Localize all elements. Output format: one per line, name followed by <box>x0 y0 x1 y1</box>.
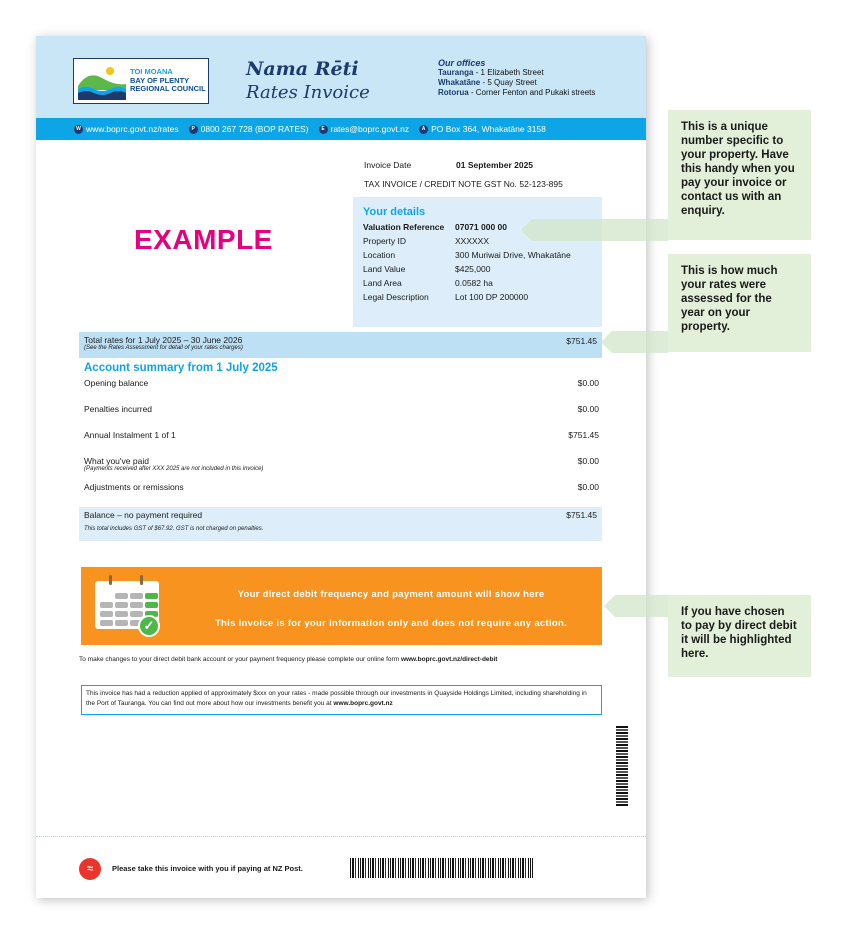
contact-website[interactable]: W www.boprc.govt.nz/rates <box>74 124 179 134</box>
office-whakatane: Whakatāne - 5 Quay Street <box>438 78 537 87</box>
callout-valuation-reference: This is a unique number specific to your property. Have this handy when you pay your invoice or contact us with an enquiry. <box>668 110 811 240</box>
direct-debit-banner <box>81 567 602 645</box>
contact-phone[interactable]: P 0800 267 728 (BOP RATES) <box>189 124 309 134</box>
phone-icon: P <box>189 125 198 134</box>
detail-valuation-reference: Valuation Reference 07071 000 00 <box>363 222 507 232</box>
total-rates-amount: $751.45 <box>566 336 597 346</box>
your-details-panel <box>353 197 602 327</box>
contact-address: A PO Box 364, Whakatāne 3158 <box>419 124 546 134</box>
callout-arrow-direct-debit <box>615 595 668 617</box>
invoice-header <box>36 36 646 118</box>
balance-row: Balance – no payment required This total includes GST of $67.92. GST is not charged on penalties. $751.45 <box>79 507 602 541</box>
contact-bar <box>36 118 646 140</box>
summary-row-adjustments: Adjustments or remissions $0.00 <box>84 482 599 492</box>
summary-row-annual-instalment: Annual Instalment 1 of 1 $751.45 <box>84 430 599 440</box>
nz-post-note: Please take this invoice with you if paying at NZ Post. <box>112 864 303 873</box>
direct-debit-line2: This invoice is for your information only and does not require any action. <box>214 618 568 629</box>
total-rates-row: Total rates for 1 July 2025 – 30 June 2026 (See the Rates Assessment for detail of your rates charges) $751.45 <box>79 332 602 358</box>
offices-list: Our offices Tauranga - 1 Elizabeth Street Whakatāne - 5 Quay Street Rotorua - Corner Fenton and Pukaki streets <box>438 58 596 97</box>
office-rotorua: Rotorua - Corner Fenton and Pukaki streets <box>438 88 596 97</box>
address-icon: A <box>419 125 428 134</box>
direct-debit-line1: Your direct debit frequency and payment amount will show here <box>237 589 545 600</box>
office-tauranga: Tauranga - 1 Elizabeth Street <box>438 68 544 77</box>
boprc-link[interactable]: www.boprc.govt.nz <box>333 700 393 707</box>
summary-row-penalties: Penalties incurred $0.00 <box>84 404 599 414</box>
direct-debit-link[interactable]: www.boprc.govt.nz/direct-debit <box>400 656 498 663</box>
callout-direct-debit: If you have chosen to pay by direct debit it will be highlighted here. <box>668 595 811 677</box>
example-watermark: EXAMPLE <box>134 224 273 255</box>
reduction-notice: This invoice has had a reduction applied of approximately $xxx on your rates - made possible through our investments in Quayside Holdings Limited, including shareholding in the Port of Tauranga. You can find out more about how our investments benefit you at www.boprc.govt.nz <box>81 685 602 715</box>
check-icon: ✓ <box>138 615 160 637</box>
detail-land-area: Land Area 0.0582 ha <box>363 278 493 288</box>
landscape-logo-icon <box>78 62 126 100</box>
logo-wordmark: TOI MOANA BAY OF PLENTY REGIONAL COUNCIL <box>130 67 206 94</box>
summary-row-paid: What you've paid (Payments received after XXX 2025 are not included in this invoice) $0.00 <box>84 456 599 472</box>
payment-barcode <box>350 858 533 878</box>
rates-invoice-page <box>36 36 646 898</box>
council-logo <box>73 58 209 104</box>
callout-arrow-valuation <box>532 219 668 241</box>
title-english: Rates Invoice <box>246 82 370 103</box>
account-summary-heading: Account summary from 1 July 2025 <box>84 362 278 374</box>
tax-invoice-line: TAX INVOICE / CREDIT NOTE GST No. 52-123-895 <box>364 179 563 189</box>
callout-total-rates: This is how much your rates were assessed for the year on your property. <box>668 254 811 352</box>
direct-debit-change-note: To make changes to your direct debit bank account or your payment frequency please complete our online form www.boprc.govt.nz/direct-debit <box>79 656 498 663</box>
title-maori: Nama Rēti <box>246 58 359 80</box>
tear-off-line <box>36 836 646 837</box>
nz-post-logo-icon: ≈ <box>79 858 101 880</box>
vertical-barcode <box>616 726 628 806</box>
detail-legal-description: Legal Description Lot 100 DP 200000 <box>363 292 529 302</box>
summary-row-opening-balance: Opening balance $0.00 <box>84 378 599 388</box>
balance-amount: $751.45 <box>566 510 597 520</box>
invoice-date: Invoice Date 01 September 2025 <box>364 160 534 170</box>
detail-property-id: Property ID XXXXXX <box>363 236 490 246</box>
contact-email[interactable]: E rates@boprc.govt.nz <box>319 124 410 134</box>
detail-land-value: Land Value $425,000 <box>363 264 491 274</box>
callout-arrow-total <box>612 331 668 353</box>
detail-location: Location 300 Muriwai Drive, Whakatāne <box>363 250 571 260</box>
email-icon: E <box>319 125 328 134</box>
web-icon: W <box>74 125 83 134</box>
details-heading: Your details <box>363 206 426 218</box>
